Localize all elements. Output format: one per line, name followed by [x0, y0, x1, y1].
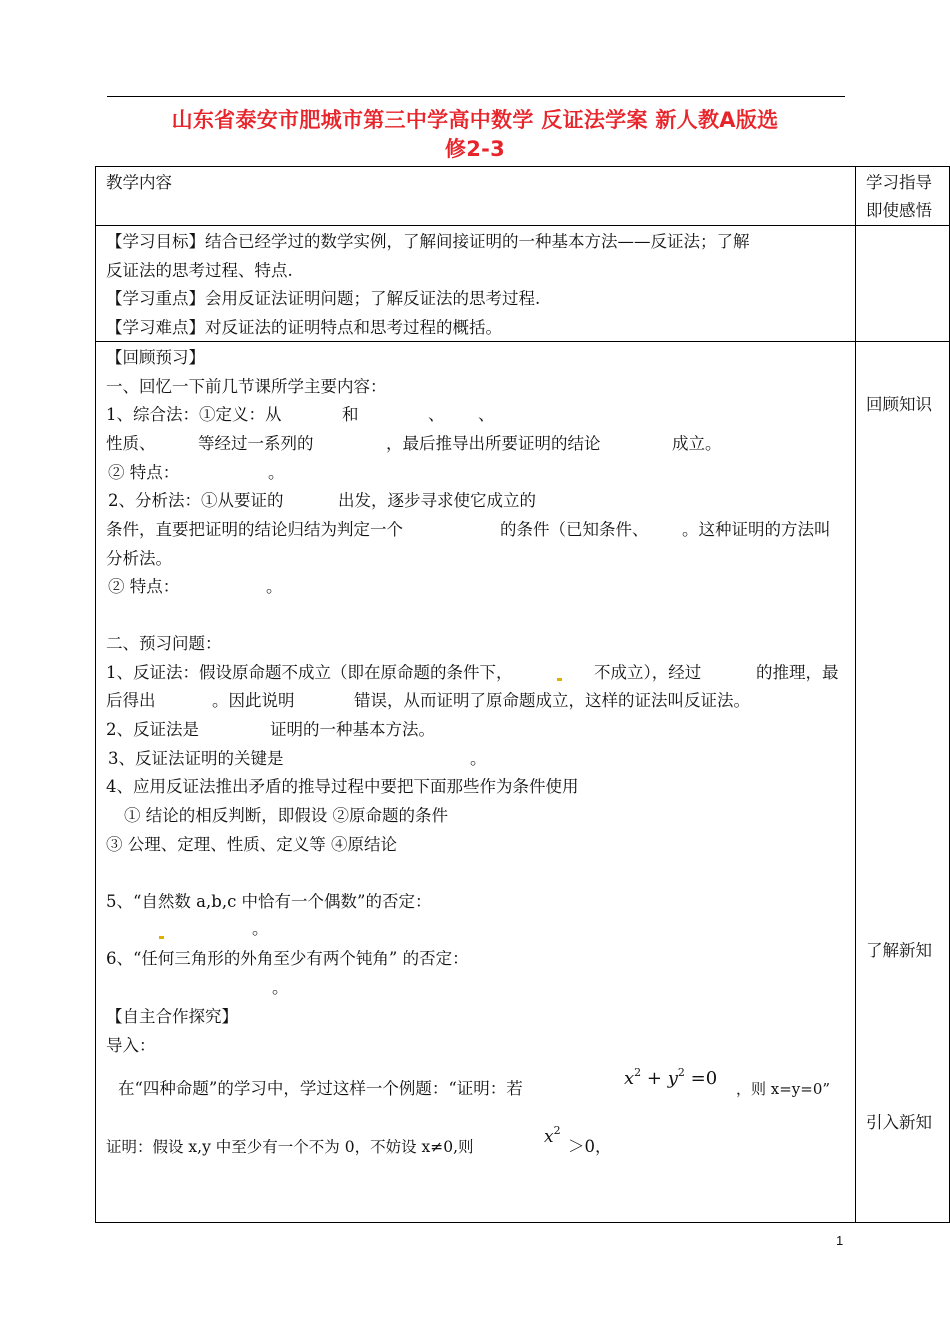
- table-border-top: [95, 166, 950, 167]
- guidance-header-line-2: 即使感悟: [866, 201, 932, 220]
- text-fragment: 出发，逐步寻求使它成立的: [338, 491, 536, 510]
- text-fragment: 在“四种命题”的学习中，学过这样一个例题：“证明：若: [118, 1079, 523, 1098]
- text-fragment: 6、“任何三角形的外角至少有两个钝角” 的否定：: [106, 949, 469, 968]
- table-row-divider-1: [95, 225, 950, 226]
- text-fragment: ，最后推导出所要证明的结论: [386, 434, 601, 453]
- equation-x2: [544, 1126, 561, 1150]
- text-fragment: 。这种证明的方法叫: [682, 520, 831, 539]
- math-exp: 2: [553, 1124, 561, 1137]
- text-fragment: 、: [478, 405, 495, 424]
- text-fragment: 5、“自然数 a,b,c 中恰有一个偶数”的否定：: [106, 892, 432, 911]
- review-line: [106, 404, 282, 426]
- text-fragment: 证明的一种基本方法。: [270, 720, 435, 739]
- text-fragment: 1、综合法：①定义：从: [106, 405, 282, 424]
- text-fragment: 。: [252, 919, 269, 938]
- header-rule: [107, 96, 845, 97]
- text-fragment: 3、反证法证明的关键是: [108, 749, 284, 768]
- section-heading: 【自主合作探究】: [106, 1007, 238, 1026]
- text-fragment: ③ 公理、定理、性质、定义等 ④原结论: [106, 835, 397, 854]
- review-line: 一、回忆一下前几节课所学主要内容：: [106, 377, 387, 396]
- goal-line: 反证法的思考过程、特点.: [106, 261, 293, 280]
- text-fragment: 4、应用反证法推出矛盾的推导过程中要把下面那些作为条件使用: [106, 777, 579, 796]
- text-fragment: 分析法。: [106, 549, 172, 568]
- text-fragment: 。: [470, 749, 487, 768]
- math-var-x: x: [624, 1068, 635, 1089]
- title-line-1: 山东省泰安市肥城市第三中学高中数学 反证法学案 新人教A版选: [171, 108, 779, 132]
- side-note-review: 回顾知识: [866, 395, 932, 414]
- text-fragment: 。: [268, 463, 285, 482]
- math-exp: 2: [634, 1066, 642, 1079]
- table-border-left: [95, 166, 96, 1223]
- math-var-x: x: [544, 1127, 554, 1147]
- text-fragment: 性质、: [106, 434, 156, 453]
- text-fragment: 等经过一系列的: [198, 434, 314, 453]
- math-var-y: y: [667, 1068, 678, 1089]
- highlight-mark: [556, 662, 563, 684]
- equation-x2-y2: [624, 1068, 717, 1092]
- text-fragment: 1、反证法：假设原命题不成立（即在原命题的条件下，: [106, 663, 513, 682]
- text-fragment: ② 特点：: [108, 463, 180, 482]
- math-equals-zero: =0: [690, 1068, 718, 1089]
- text-fragment: 、: [428, 405, 445, 424]
- math-plus: +: [646, 1068, 662, 1089]
- title-line-2: 修2-3: [444, 137, 506, 161]
- page-number: 1: [836, 1233, 844, 1248]
- difficulty-line: 【学习难点】对反证法的证明特点和思考过程的概括。: [106, 318, 502, 337]
- goal-line: 【学习目标】结合已经学过的数学实例，了解间接证明的一种基本方法——反证法；了解: [106, 232, 750, 251]
- text-fragment: 。因此说明: [212, 691, 295, 710]
- text-fragment: ① 结论的相反判断，即假设 ②原命题的条件: [124, 806, 448, 825]
- text-fragment: 后得出: [106, 691, 156, 710]
- text-fragment: 2、反证法是: [106, 720, 199, 739]
- text-fragment: 错误，从而证明了原命题成立，这样的证法叫反证法。: [354, 691, 750, 710]
- text-fragment: 不成立），经过: [594, 663, 702, 682]
- text-fragment: 。: [272, 978, 289, 997]
- table-row-divider-2: [95, 341, 950, 342]
- section-heading: 【回顾预习】: [106, 348, 205, 367]
- text-fragment: 。: [266, 577, 283, 596]
- text-fragment: 成立。: [672, 434, 722, 453]
- highlight-mark: [158, 920, 165, 942]
- text-fragment: 导入：: [106, 1036, 156, 1055]
- side-note-intro: 引入新知: [866, 1113, 932, 1132]
- text-fragment: ② 特点：: [108, 577, 180, 596]
- text-fragment: 2、分析法：①从要证的: [108, 491, 284, 510]
- table-border-bottom: [95, 1222, 950, 1223]
- guidance-header-line-1: 学习指导: [866, 173, 932, 192]
- side-note-new: 了解新知: [866, 941, 932, 960]
- text-fragment: 和: [342, 405, 359, 424]
- key-point-line: 【学习重点】会用反证法证明问题；了解反证法的思考过程.: [106, 289, 541, 308]
- text-fragment: 的条件（已知条件、: [500, 520, 649, 539]
- page-title: [95, 106, 855, 164]
- text-fragment: ，则 x=y=0”: [736, 1080, 831, 1098]
- text-fragment: ＞0，: [568, 1137, 612, 1156]
- math-exp: 2: [677, 1066, 685, 1079]
- table-column-divider: [855, 166, 856, 1223]
- content-column-header: 教学内容: [106, 173, 172, 192]
- text-fragment: 证明：假设 x,y 中至少有一个不为 0，不妨设 x≠0,则: [106, 1138, 474, 1156]
- text-fragment: 的推理，最: [756, 663, 839, 682]
- section-heading: 二、预习问题：: [106, 634, 222, 653]
- text-fragment: 条件，直要把证明的结论归结为判定一个: [106, 520, 403, 539]
